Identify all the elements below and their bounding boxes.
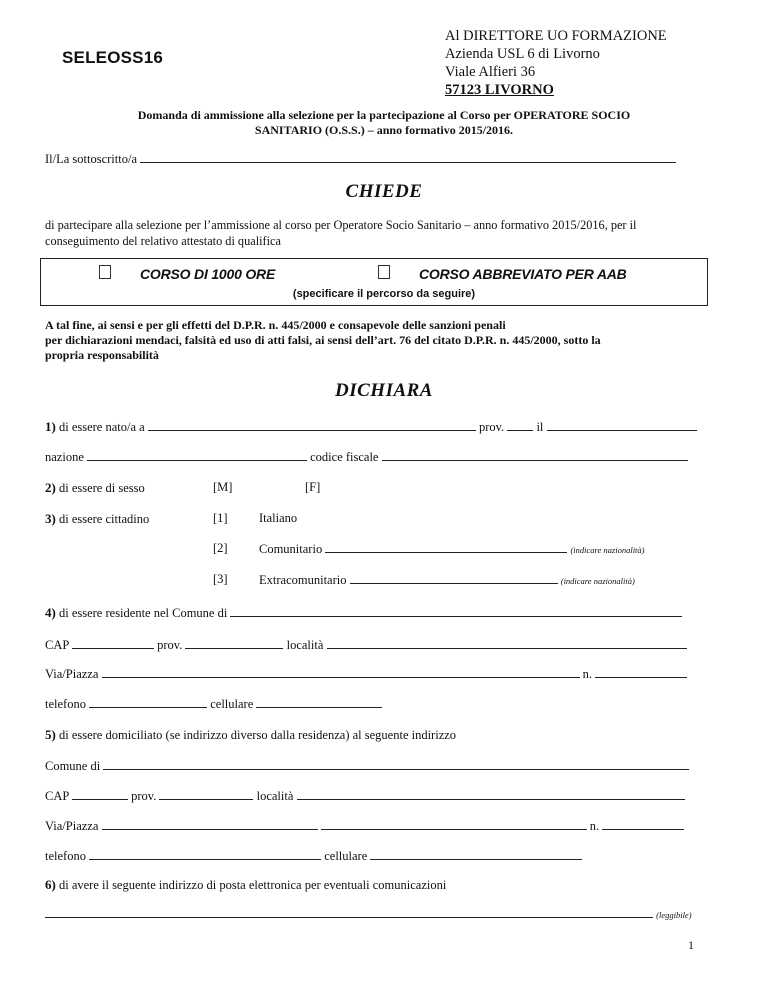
- nazione-field[interactable]: [87, 449, 307, 461]
- recipient-line: Al DIRETTORE UO FORMAZIONE: [445, 28, 667, 44]
- residence-phone-row: [45, 696, 382, 712]
- page-number: 1: [688, 938, 694, 952]
- telefono-label: telefono: [45, 697, 86, 711]
- item-number: 6): [45, 877, 56, 892]
- course-aab-label: CORSO ABBREVIATO PER AAB: [419, 266, 627, 282]
- domicile-localita-field[interactable]: [297, 788, 685, 800]
- subject-line: Domanda di ammissione alla selezione per la partecipazione al Corso per OPERATORE SOCIO: [137, 108, 631, 122]
- course-1000-checkbox[interactable]: [99, 265, 111, 279]
- residence-comune-field[interactable]: [230, 605, 682, 617]
- subject-line: SANITARIO (O.S.S.) – anno formativo 2015/2016.: [254, 123, 514, 137]
- residence-phone-field[interactable]: [89, 696, 207, 708]
- domicile-prov-field[interactable]: [159, 788, 253, 800]
- birth-prov-field[interactable]: [507, 419, 533, 431]
- prov-label: prov.: [131, 789, 157, 803]
- course-1000-label: CORSO DI 1000 ORE: [140, 266, 276, 282]
- sex-row: [45, 480, 145, 496]
- nationality-hint: (indicare nazionalità): [570, 545, 645, 555]
- item-number: 4): [45, 605, 56, 620]
- comunitario-label: Comunitario: [259, 542, 323, 556]
- citizen-extracomunitario-row: [259, 572, 635, 588]
- residence-street-field[interactable]: [102, 666, 580, 678]
- telefono-label: telefono: [45, 849, 86, 863]
- domicile-label: di essere domiciliato (se indirizzo diverso dalla residenza) al seguente indirizzo: [58, 728, 457, 742]
- localita-label: località: [256, 789, 294, 803]
- number-label: n.: [582, 667, 593, 681]
- number-label: n.: [589, 819, 600, 833]
- prov-label: prov.: [157, 638, 183, 652]
- recipient-line: Azienda USL 6 di Livorno: [445, 46, 600, 62]
- undersigned-name-field[interactable]: [140, 151, 676, 163]
- legal-line: propria responsabilità: [45, 348, 159, 362]
- email-label: di avere il seguente indirizzo di posta elettronica per eventuali comunicazioni: [58, 878, 447, 892]
- legal-statement: [45, 318, 725, 363]
- date-label: il: [536, 420, 544, 434]
- domicile-row: [45, 727, 456, 743]
- cap-label: CAP: [45, 638, 69, 652]
- domicile-comune-row: [45, 758, 689, 774]
- sex-m-option[interactable]: [M]: [213, 480, 233, 494]
- request-line: di partecipare alla selezione per l’ammissione al corso per Operatore Socio Sanitario – anno formativo 2015/2016, per il: [45, 218, 637, 232]
- course-note: (specificare il percorso da seguire): [292, 288, 476, 300]
- nationality-hint: (indicare nazionalità): [560, 576, 635, 586]
- domicile-phone-row: [45, 848, 582, 864]
- nazione-label: nazione: [45, 450, 84, 464]
- heading-dichiara: DICHIARA: [335, 380, 433, 401]
- via-piazza-label: Via/Piazza: [45, 667, 99, 681]
- domicile-cap-field[interactable]: [72, 788, 128, 800]
- prov-label: prov.: [478, 420, 505, 434]
- request-text: [45, 217, 725, 249]
- domicile-street-field[interactable]: [102, 818, 318, 830]
- domicile-cap-row: [45, 788, 685, 804]
- domicile-comune-field[interactable]: [103, 758, 689, 770]
- citizen-option-3[interactable]: [3]: [213, 572, 228, 586]
- legal-line: per dichiarazioni mendaci, falsità ed uso di atti falsi, ai sensi dell’art. 76 del citato D.P.R. n. 445/2000, sotto la: [45, 333, 601, 347]
- extracomunitario-label: Extracomunitario: [259, 573, 347, 587]
- localita-label: località: [286, 638, 324, 652]
- residence-localita-field[interactable]: [327, 637, 687, 649]
- birthplace-field[interactable]: [148, 419, 476, 431]
- undersigned-row: [45, 151, 676, 167]
- legal-line: A tal fine, ai sensi e per gli effetti del D.P.R. n. 445/2000 e consapevole delle sanzioni penali: [45, 318, 506, 332]
- undersigned-label: Il/La sottoscritto/a: [45, 152, 137, 166]
- residence-cap-field[interactable]: [72, 637, 154, 649]
- sex-f-option[interactable]: [F]: [305, 480, 321, 494]
- legible-hint: (leggibile): [656, 910, 692, 920]
- item-number: 2): [45, 480, 56, 495]
- residence-cap-row: [45, 637, 687, 653]
- birthdate-field[interactable]: [547, 419, 697, 431]
- via-piazza-label: Via/Piazza: [45, 819, 99, 833]
- request-line: conseguimento del relativo attestato di qualifica: [45, 234, 281, 248]
- cellulare-label: cellulare: [324, 849, 368, 863]
- residence-street-row: [45, 666, 687, 682]
- nationality-row: [45, 449, 688, 465]
- citizen-option-1[interactable]: [1]: [213, 511, 228, 525]
- citizen-label: di essere cittadino: [58, 512, 150, 526]
- extracomunitario-nationality-field[interactable]: [350, 572, 558, 584]
- codice-fiscale-field[interactable]: [382, 449, 688, 461]
- heading-chiede: CHIEDE: [345, 181, 423, 202]
- residence-row: [45, 605, 682, 621]
- birth-label: di essere nato/a a: [58, 420, 145, 434]
- item-number: 3): [45, 511, 56, 526]
- course-aab-checkbox[interactable]: [378, 265, 390, 279]
- cellulare-label: cellulare: [210, 697, 254, 711]
- email-field-row: [45, 906, 692, 922]
- form-subject: [80, 108, 688, 138]
- domicile-street-row: [45, 818, 684, 834]
- recipient-address: [445, 27, 667, 99]
- cap-label: CAP: [45, 789, 69, 803]
- citizen-option-2[interactable]: [2]: [213, 541, 228, 555]
- residence-mobile-field[interactable]: [256, 696, 382, 708]
- recipient-line: Viale Alfieri 36: [445, 64, 536, 80]
- email-row: [45, 877, 446, 893]
- residence-number-field[interactable]: [595, 666, 687, 678]
- residence-prov-field[interactable]: [185, 637, 283, 649]
- sex-label: di essere di sesso: [58, 481, 145, 495]
- domicile-number-field[interactable]: [602, 818, 684, 830]
- citizen-italiano-label: Italiano: [259, 511, 298, 525]
- item-number: 5): [45, 727, 56, 742]
- form-code: SELEOSS16: [62, 48, 164, 67]
- domicile-street-field-2[interactable]: [321, 818, 587, 830]
- domicile-mobile-field[interactable]: [370, 848, 582, 860]
- residence-label: di essere residente nel Comune di: [58, 606, 228, 620]
- domicile-phone-field[interactable]: [89, 848, 321, 860]
- recipient-city: 57123 LIVORNO: [445, 82, 554, 98]
- item-number: 1): [45, 419, 56, 434]
- comunitario-nationality-field[interactable]: [325, 541, 567, 553]
- email-field[interactable]: [45, 906, 653, 918]
- codice-fiscale-label: codice fiscale: [310, 450, 379, 464]
- birth-row: [45, 419, 697, 435]
- citizen-comunitario-row: [259, 541, 645, 557]
- comune-label: Comune di: [45, 759, 101, 773]
- citizen-row: [45, 511, 149, 527]
